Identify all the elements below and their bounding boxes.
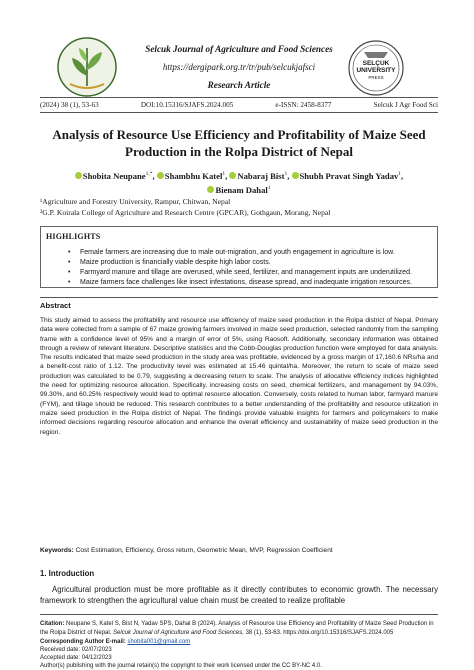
section-heading-introduction: 1. Introduction <box>40 569 95 578</box>
university-press-logo <box>344 38 408 98</box>
abstract-text: This study aimed to assess the profitability and resource use efficiency of maize seed production in the Rolpa district of Nepal. Primary data were collected from a sample of 67 maize growing farmers involved in maize seed production, selected randomly from the sampling frame with a confidence level of 95% and a margin of error of 5%, using Raosoft. Additionally, secondary information was obtained through a review of relevant literature. Descriptive statistics and the Cobb-Douglas production function were employed for data analysis. The results indicated that maize seed production in the study area was profitable, evidenced by a gross margin of 17,160.6 NRs/ha and a benefit-cost ratio of 1.12. The productivity level was estimated at 15.46 quintal/ha. Moreover, the return to scale of maize seed production was calculated to be 0.79, suggesting a decreasing return to scale. The analysis of allocative efficiency indices highlighted the need for optimizing resource allocation. Specifically, increasing costs on seed, chemical fertilizers, and management by 94.03%, 99.30%, and 60.25% respectively would lead to optimal resource allocation. Conversely, costs related to human labor, farmyard manure (FYM), and tillage should be reduced. This research contributes to a better understanding of the profitability and resource utilization in maize seed production in the Rolpa district of Nepal. The findings provide valuable insights for farmers and policymakers to make informed decisions regarding resource allocation and enhance the overall efficiency and sustainability of maize seed production in the region. <box>40 317 439 436</box>
journal-logo-icon <box>56 36 118 98</box>
abstract-heading: Abstract <box>40 301 71 310</box>
license-text: Author(s) publishing with the journal retain(s) the copyright to their work licensed under the CC BY-NC 4.0. <box>40 663 322 669</box>
corresponding-label: Corresponding Author E-mail: <box>40 639 126 645</box>
seal-line-1: SELÇUK <box>362 60 390 67</box>
abstract-divider-top <box>40 297 438 298</box>
highlights-list <box>40 248 472 288</box>
journal-name: Selcuk Journal of Agriculture and Food Sciences <box>145 44 333 54</box>
author[interactable]: Bienam Dahal$^1$ <box>207 185 270 195</box>
short-journal: Selcuk J Agr Food Sci <box>373 101 438 109</box>
highlight-item: • Maize production is financially viable despite high labor costs. <box>80 258 472 268</box>
affiliation-1: ¹Agriculture and Forestry University, Rampur, Chitwan, Nepal <box>40 197 231 206</box>
meta-row <box>40 101 438 109</box>
doi[interactable]: DOI:10.15316/SJAFS.2024.005 <box>140 101 234 109</box>
citation-block <box>40 620 438 637</box>
highlight-item: • Maize farmers face challenges like insect infestations, disease spread, and inadequate irrigation resources. <box>80 278 472 288</box>
affiliation-2: ²G.P. Koirala College of Agriculture and Research Centre (GPCAR), Gothgaun, Morang, Nepal <box>40 208 331 217</box>
header-divider-top <box>40 97 438 98</box>
seal-line-2: UNIVERSITY <box>356 67 396 74</box>
orcid-icon[interactable] <box>229 172 236 179</box>
eissn: e-ISSN: 2458-8377 <box>275 101 332 109</box>
accepted-date: Accepted date: 04/12/2023 <box>40 655 112 661</box>
received-date: Received date: 02/07/2023 <box>40 647 112 653</box>
citation-tail[interactable]: 38 (1), 53-63. https://doi.org/10.15316/SJAFS.2024.005 <box>245 629 394 636</box>
journal-url[interactable]: https://dergipark.org.tr/tr/pub/selcukjafsci <box>162 62 316 72</box>
footer-divider <box>40 614 438 615</box>
orcid-icon[interactable] <box>75 172 82 179</box>
keywords <box>40 547 438 554</box>
affiliations <box>40 196 438 218</box>
orcid-icon[interactable] <box>207 186 214 193</box>
volume-info: (2024) 38 (1), 53-63 <box>40 101 99 109</box>
citation-journal: Selcuk Journal of Agriculture and Food Sciences, <box>113 629 244 636</box>
seal-line-3: PRESS <box>368 75 384 80</box>
introduction-text: Agricultural production must be more profitable as it directly contributes to economic growth. The necessary framework to strengthen the agricultural value chain must be created to realize profitable <box>40 585 438 605</box>
author[interactable]: Shubh Pravat Singh Yadav$^1$, <box>292 171 404 181</box>
orcid-icon[interactable] <box>157 172 164 179</box>
corresponding-email-link[interactable]: shobita001@gmail.com <box>127 639 191 645</box>
highlights-heading: HIGHLIGHTS <box>46 232 101 241</box>
orcid-icon[interactable] <box>292 172 299 179</box>
keywords-text: Cost Estimation, Efficiency, Gross return, Geometric Mean, MVP, Regression Coefficient <box>75 547 333 554</box>
highlight-item: • Female farmers are increasing due to male out-migration, and youth engagement in agriculture is low. <box>80 248 472 258</box>
citation-text: Neupane S, Katel S, Bist N, Yadav SPS, Dahal B (2024). Analysis of Resource Use Efficiency and Profitability of Maize Seed Production in the Rolpa District of Nepal. <box>40 621 434 636</box>
keywords-label: Keywords: <box>40 547 74 554</box>
author[interactable]: Shobita Neupane$^{1,*}$, <box>75 171 155 181</box>
article-type: Research Article <box>207 80 271 90</box>
article-title: Analysis of Resource Use Efficiency and Profitability of Maize Seed Production in the Rolpa District of Nepal <box>52 127 426 159</box>
citation-label: Citation: <box>40 621 65 627</box>
author[interactable]: Shambhu Katel$^1$, <box>157 171 227 181</box>
highlight-item: • Farmyard manure and tillage are overused, while seed, fertilizer, and management inputs are underutilized. <box>80 268 472 278</box>
author-list <box>60 168 418 196</box>
header-divider-bottom <box>40 112 438 113</box>
author[interactable]: Nabaraj Bist$^1$, <box>229 171 289 181</box>
